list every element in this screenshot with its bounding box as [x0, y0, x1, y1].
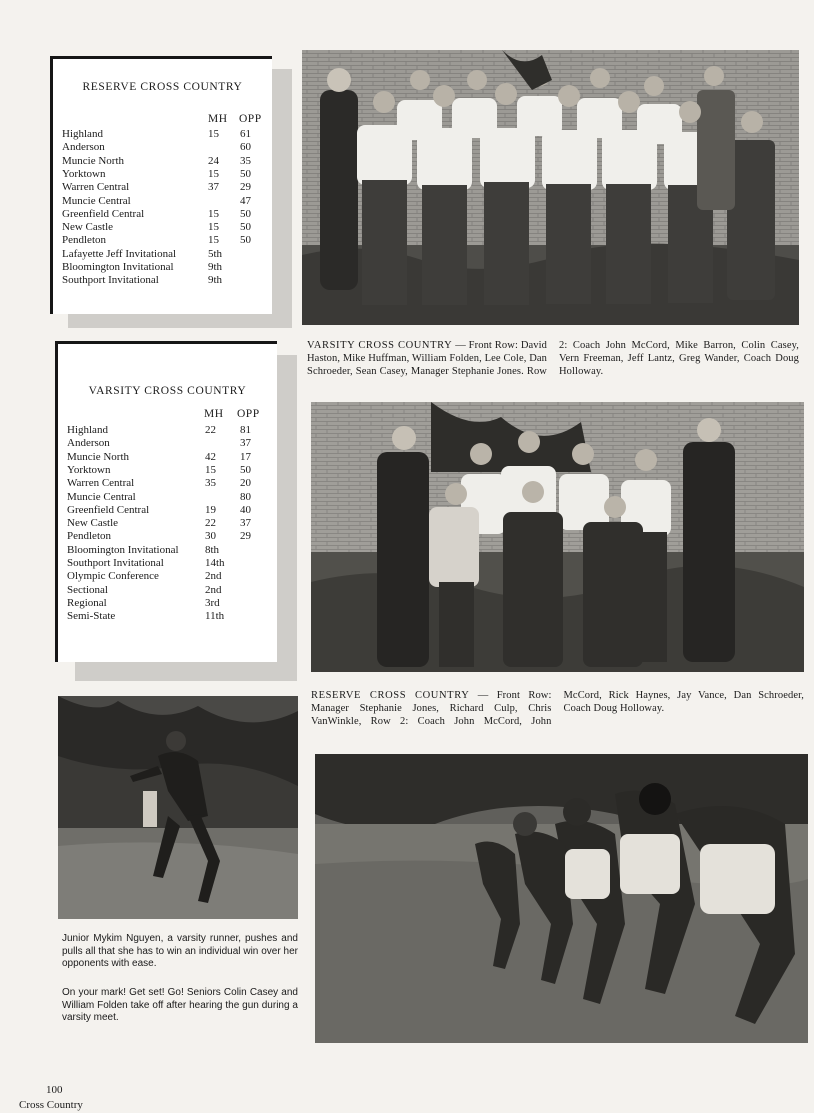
mh-score: 3rd	[205, 596, 220, 609]
mh-score: 30	[205, 530, 216, 543]
opponent-name: Yorktown	[67, 463, 111, 476]
score-box-card	[50, 56, 272, 314]
opp-score: 40	[240, 503, 251, 516]
race-start-caption: On your mark! Get set! Go! Seniors Colin Casey and William Folden take off after hearing the gun during a varsity meet.	[62, 987, 298, 1024]
score-row	[53, 141, 272, 154]
score-row	[58, 584, 277, 597]
score-box-title: VARSITY CROSS COUNTRY	[88, 385, 247, 397]
opponent-name: Muncie Central	[62, 194, 131, 207]
reserve-score-box	[50, 56, 292, 328]
caption-names: — Front Row: David Haston, Mike Huffman, William Folden, Lee Cole, Dan Schroeder, Sean Casey, Manager Stephanie Jones. Row 2: Coach John McCord, Mike Barron, Colin Casey, Vern Freeman, Jeff Lantz, Greg Wander, Coach Doug Holloway.	[307, 340, 799, 378]
mh-score: 8th	[205, 543, 220, 556]
score-row	[58, 504, 277, 517]
runner-caption: Junior Mykim Nguyen, a varsity runner, pushes and pulls all that she has to win an individual win over her opponents with ease.	[62, 933, 298, 970]
mh-score: 15	[208, 221, 219, 234]
opponent-name: Greenfield Central	[67, 503, 150, 516]
mh-score: 2nd	[205, 570, 222, 583]
score-row	[53, 261, 272, 274]
score-row	[58, 451, 277, 464]
score-row	[53, 234, 272, 247]
mh-column-header: MH	[208, 113, 228, 125]
mh-score: 22	[205, 517, 216, 530]
opponent-name: Sectional	[67, 583, 108, 596]
opponent-name: Pendleton	[67, 530, 111, 543]
mh-score: 5th	[208, 247, 223, 260]
opp-score: 37	[240, 437, 251, 450]
opp-score: 61	[240, 128, 251, 140]
mh-score: 15	[208, 207, 219, 220]
mh-score: 15	[208, 234, 219, 247]
score-row	[58, 477, 277, 490]
opponent-name: Olympic Conference	[67, 570, 159, 583]
race-start-image	[315, 754, 808, 1043]
opponent-name: Muncie Central	[67, 490, 136, 503]
opponent-name: Southport Invitational	[62, 274, 159, 287]
score-row	[58, 464, 277, 477]
mh-score: 15	[208, 167, 219, 180]
varsity-score-box	[55, 341, 297, 683]
mh-score: 14th	[205, 557, 225, 569]
opponent-name: Pendleton	[62, 234, 106, 247]
score-row	[53, 208, 272, 221]
mh-score: 19	[205, 503, 216, 516]
opponent-name: Anderson	[62, 141, 105, 154]
race-start-photo	[315, 754, 808, 1043]
opponent-name: Semi-State	[67, 610, 116, 623]
opp-score: 29	[240, 530, 251, 543]
score-row	[58, 597, 277, 610]
score-row	[53, 168, 272, 181]
score-row	[53, 274, 272, 287]
caption-heading: RESERVE CROSS COUNTRY	[311, 690, 470, 701]
score-row	[53, 195, 272, 208]
mh-score: 22	[205, 424, 216, 436]
mh-score: 24	[208, 154, 219, 167]
opponent-name: Yorktown	[62, 167, 106, 180]
mh-score: 15	[208, 128, 219, 140]
mh-score: 9th	[208, 261, 223, 273]
opp-score: 81	[240, 424, 251, 436]
score-row	[58, 557, 277, 570]
opp-score: 50	[240, 234, 251, 247]
opp-score: 35	[240, 154, 251, 167]
opponent-name: Highland	[67, 424, 108, 436]
mh-score: 35	[205, 477, 216, 490]
opp-score: 20	[240, 477, 251, 490]
opponent-name: Muncie North	[62, 154, 125, 167]
mh-score: 42	[205, 450, 216, 463]
runner-photo-image	[58, 696, 298, 919]
opp-score: 29	[240, 181, 251, 194]
opp-score: 50	[240, 221, 251, 234]
opponent-name: Southport Invitational	[67, 557, 164, 569]
score-row	[58, 610, 277, 623]
opponent-name: Bloomington Invitational	[62, 261, 174, 273]
varsity-team-photo	[302, 50, 799, 325]
opponent-name: Lafayette Jeff Invitational	[62, 247, 177, 260]
opponent-name: Regional	[67, 596, 107, 609]
opp-score: 17	[240, 450, 251, 463]
runner-photo	[58, 696, 298, 919]
reserve-team-photo	[311, 402, 804, 672]
opp-score: 37	[240, 517, 251, 530]
section-name: Cross Country	[19, 1099, 83, 1111]
opponent-name: Warren Central	[62, 181, 130, 194]
score-row	[58, 544, 277, 557]
score-row	[58, 437, 277, 450]
team-photo-image	[311, 402, 804, 672]
opp-column-header: OPP	[237, 408, 260, 420]
opponent-name: Warren Central	[67, 477, 135, 490]
mh-column-header: MH	[204, 408, 224, 420]
score-box-title: RESERVE CROSS COUNTRY	[82, 81, 243, 93]
opp-score: 80	[240, 490, 251, 503]
mh-score: 15	[205, 463, 216, 476]
mh-score: 37	[208, 181, 219, 194]
score-row	[58, 424, 277, 437]
caption-heading: VARSITY CROSS COUNTRY	[307, 340, 453, 351]
mh-score: 2nd	[205, 583, 222, 596]
opp-score: 47	[240, 194, 251, 207]
opponent-name: New Castle	[62, 221, 114, 234]
score-row	[58, 491, 277, 504]
opp-score: 60	[240, 141, 251, 154]
score-row	[53, 248, 272, 261]
opp-score: 50	[240, 167, 251, 180]
score-row	[53, 155, 272, 168]
opponent-name: Muncie North	[67, 450, 130, 463]
varsity-team-caption	[307, 339, 799, 395]
opponent-name: Greenfield Central	[62, 207, 145, 220]
score-row	[58, 517, 277, 530]
opp-column-header: OPP	[239, 113, 262, 125]
team-photo-image	[302, 50, 799, 325]
reserve-team-caption	[311, 689, 804, 733]
score-row	[53, 128, 272, 141]
opponent-name: Highland	[62, 128, 103, 140]
caption-names: — Front Row: Manager Stephanie Jones, Richard Culp, Chris VanWinkle, Row 2: Coach John McCord, John McCord, Rick Haynes, Jay Vance, Dan Schroeder, Coach Doug Holloway.	[311, 690, 804, 728]
score-row	[58, 570, 277, 583]
score-row	[53, 221, 272, 234]
opponent-name: Bloomington Invitational	[67, 543, 179, 556]
mh-score: 11th	[205, 610, 225, 623]
score-box-card	[55, 341, 277, 662]
opp-score: 50	[240, 463, 251, 476]
score-row	[58, 530, 277, 543]
mh-score: 9th	[208, 274, 223, 287]
page-number: 100	[46, 1084, 63, 1096]
opponent-name: New Castle	[67, 517, 119, 530]
opponent-name: Anderson	[67, 437, 110, 450]
score-row	[53, 181, 272, 194]
opp-score: 50	[240, 207, 251, 220]
